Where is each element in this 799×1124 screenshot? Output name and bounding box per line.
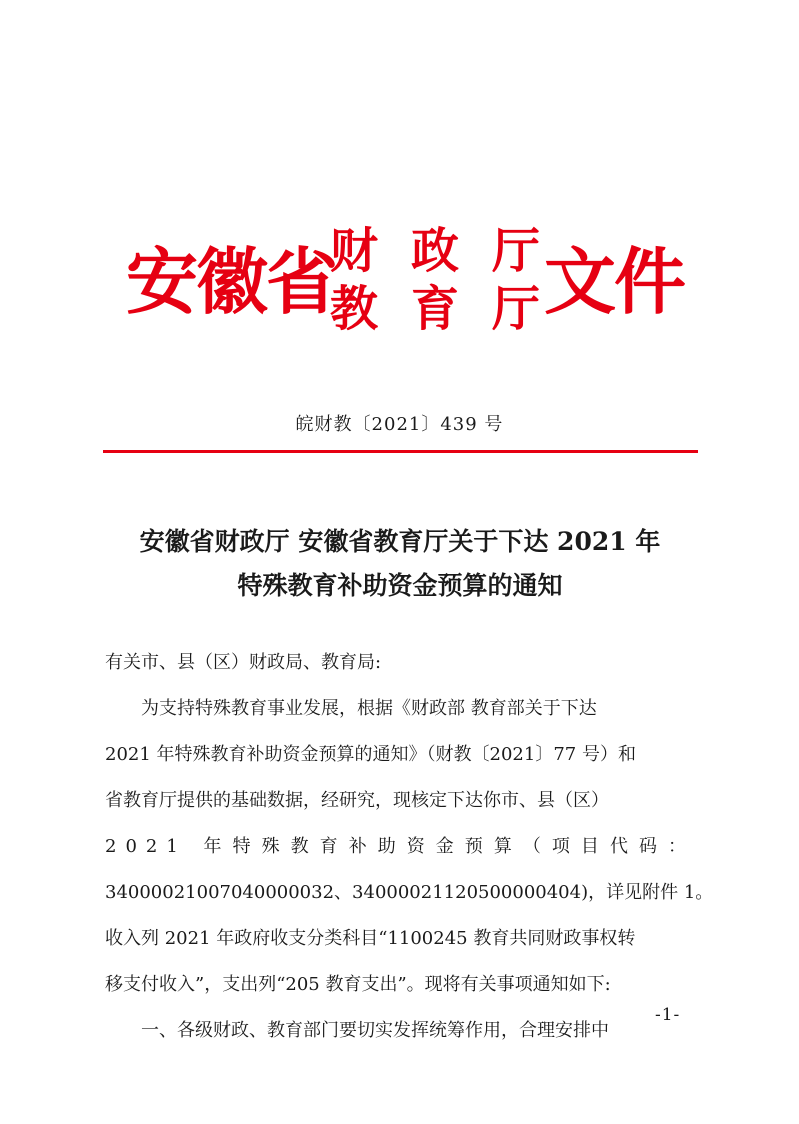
masthead-char: 厅 xyxy=(491,281,540,337)
body-line: 2021 年特殊教育补助资金预算（项目代码： xyxy=(105,836,695,857)
body-line: 收入列 2021 年政府收支分类科目“1100245 教育共同财政事权转 xyxy=(105,928,636,949)
masthead-department-finance xyxy=(330,222,540,280)
salutation: 有关市、县（区）财政局、教育局: xyxy=(105,652,382,673)
masthead-char: 财 xyxy=(330,223,379,279)
red-divider-line xyxy=(103,450,698,453)
body-line: 2021 年特殊教育补助资金预算的通知》（财教〔2021〕77 号）和 xyxy=(105,744,636,765)
document-title-line-1: 安徽省财政厅 安徽省教育厅关于下达 2021 年 xyxy=(139,527,661,556)
masthead-char: 育 xyxy=(410,281,459,337)
masthead-char: 政 xyxy=(410,223,459,279)
masthead-char: 厅 xyxy=(491,223,540,279)
body-line: 为支持特殊教育事业发展，根据《财政部 教育部关于下达 xyxy=(141,698,597,719)
body-line: 一、各级财政、教育部门要切实发挥统筹作用，合理安排中 xyxy=(141,1020,609,1041)
body-line: 34000021007040000032、34000021120500000404)，详见附件 1。 xyxy=(105,882,714,903)
body-line: 省教育厅提供的基础数据，经研究，现核定下达你市、县（区） xyxy=(105,790,609,811)
document-title-line-2: 特殊教育补助资金预算的通知 xyxy=(237,571,563,600)
page-number: -1- xyxy=(655,1005,681,1025)
masthead xyxy=(126,222,686,342)
masthead-char: 教 xyxy=(330,281,379,337)
masthead-issuer-name: 安徽省 xyxy=(126,239,337,324)
document-number: 皖财教〔2021〕439 号 xyxy=(295,414,504,435)
body-line: 移支付收入”，支出列“205 教育支出”。现将有关事项通知如下: xyxy=(105,974,611,995)
masthead-document-label: 文件 xyxy=(544,239,685,324)
masthead-departments xyxy=(330,222,540,338)
masthead-department-education xyxy=(330,280,540,338)
